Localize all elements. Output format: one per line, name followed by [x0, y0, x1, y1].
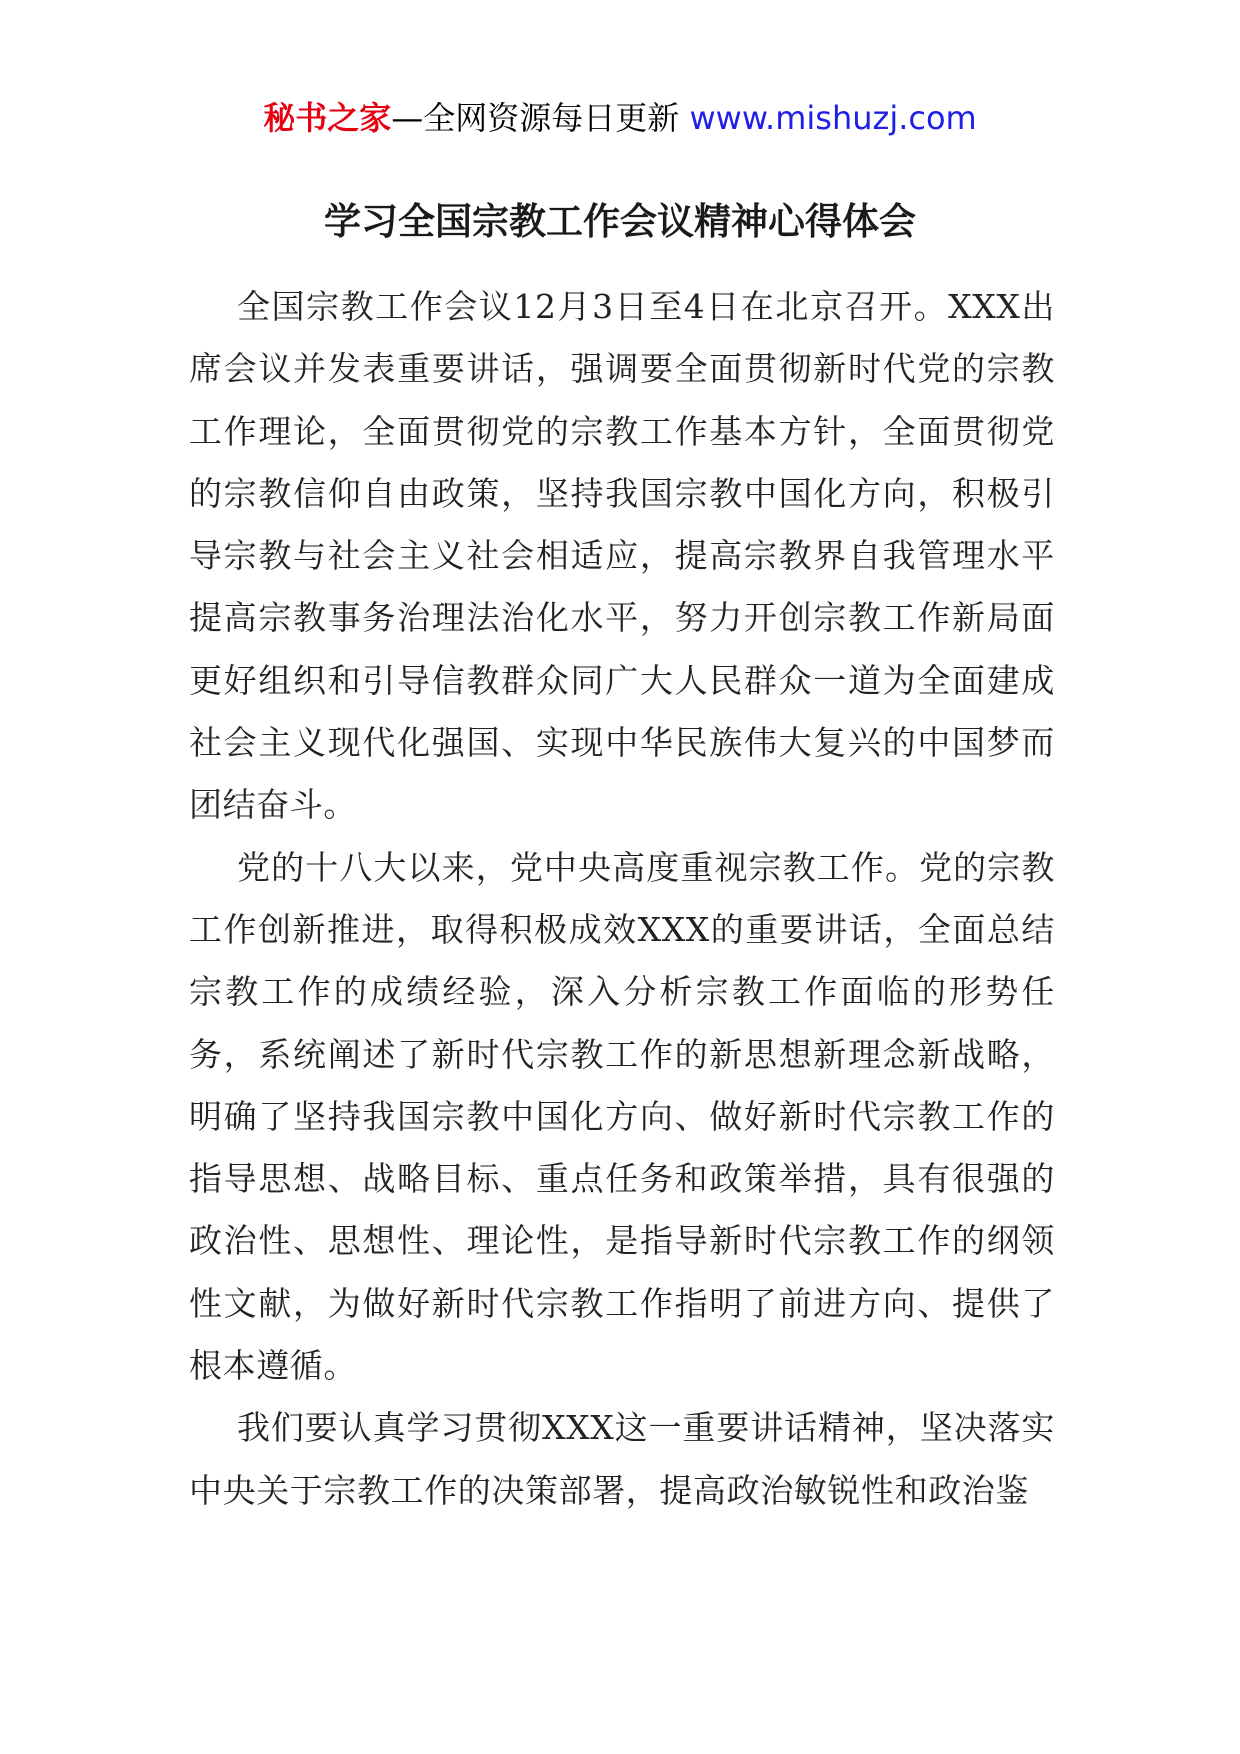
brand-name: 秘书之家: [263, 99, 392, 137]
header-slogan: —全网资源每日更新: [391, 99, 680, 137]
paragraph-1: 全国宗教工作会议12月3日至4日在北京召开。XXX出席会议并发表重要讲话，强调要全面贯彻新时代党的宗教工作理论，全面贯彻党的宗教工作基本方针，全面贯彻党的宗教信仰自由政策，坚持我国宗教中国化方向，积极引导宗教与社会主义社会相适应，提高宗教界自我管理水平提高宗教事务治理法治化水平，努力开创宗教工作新局面更好组织和引导信教群众同广大人民群众一道为全面建成社会主义现代化强国、实现中华民族伟大复兴的中国梦而团结奋斗。: [189, 287, 1055, 825]
paragraph-2: 党的十八大以来，党中央高度重视宗教工作。党的宗教工作创新推进，取得积极成效XXX的重要讲话，全面总结宗教工作的成绩经验，深入分析宗教工作面临的形势任务，系统阐述了新时代宗教工作的新思想新理念新战略，明确了坚持我国宗教中国化方向、做好新时代宗教工作的指导思想、战略目标、重点任务和政策举措，具有很强的政治性、思想性、理论性，是指导新时代宗教工作的纲领性文献，为做好新时代宗教工作指明了前进方向、提供了根本遵循。: [189, 847, 1055, 1386]
document-body: [189, 276, 1055, 1522]
document-title: 学习全国宗教工作会议精神心得体会: [324, 200, 916, 243]
site-header: [0, 96, 1240, 140]
site-url-link[interactable]: www.mishuzj.com: [689, 99, 977, 137]
paragraph-3: 我们要认真学习贯彻XXX这一重要讲话精神，坚决落实中央关于宗教工作的决策部署，提高政治敏锐性和政治鉴: [189, 1408, 1055, 1510]
